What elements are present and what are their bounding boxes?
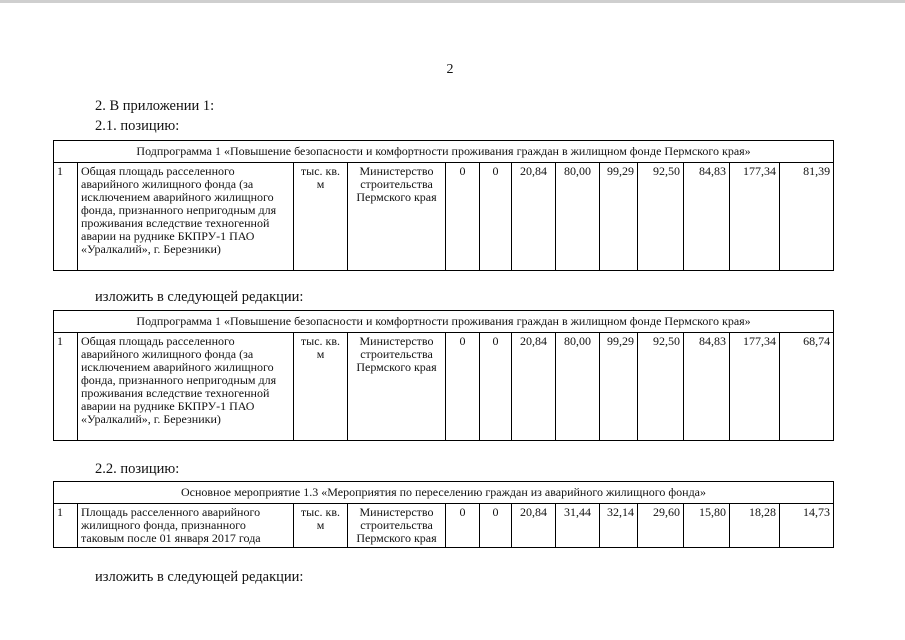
section-1-replace-label: изложить в следующей редакции: <box>95 289 304 305</box>
value-cell: 177,34 <box>730 333 780 441</box>
row-number: 1 <box>54 333 78 441</box>
table-1-new <box>53 310 834 441</box>
page-top-edge <box>0 0 905 3</box>
unit: тыс. кв. м <box>294 163 348 271</box>
intro-line: 2. В приложении 1: <box>95 98 215 114</box>
section-1-label: 2.1. позицию: <box>95 118 180 134</box>
value-cell: 0 <box>480 333 512 441</box>
table-title-row <box>54 141 834 163</box>
table-row <box>54 504 834 548</box>
table-1-old <box>53 140 834 271</box>
value-cell: 92,50 <box>638 163 684 271</box>
table-title-row <box>54 311 834 333</box>
value-cell: 20,84 <box>512 333 556 441</box>
value-cell: 29,60 <box>638 504 684 548</box>
table-title: Подпрограмма 1 «Повышение безопасности и комфортности проживания граждан в жилищном фонде Пермского края» <box>54 311 834 333</box>
value-cell: 92,50 <box>638 333 684 441</box>
value-cell: 84,83 <box>684 163 730 271</box>
value-cell: 80,00 <box>556 333 600 441</box>
value-cell: 0 <box>480 163 512 271</box>
indicator-name: Общая площадь расселенного аварийного жилищного фонда (за исключением аварийного жилищного фонда, признанного непригодным для проживания вследствие техногенной аварии на руднике БКПРУ-1 ПАО «Уралкалий», г. Березники) <box>78 333 294 441</box>
section-2-replace-label: изложить в следующей редакции: <box>95 569 304 585</box>
table-title: Основное мероприятие 1.3 «Мероприятия по переселению граждан из аварийного жилищного фонда» <box>54 482 834 504</box>
value-cell: 15,80 <box>684 504 730 548</box>
indicator-name: Площадь расселенного аварийного жилищного фонда, признанного таковым после 01 января 2017 года <box>78 504 294 548</box>
value-cell: 31,44 <box>556 504 600 548</box>
responsible: Министерство строительства Пермского края <box>348 333 446 441</box>
page-number: 2 <box>446 62 454 77</box>
value-cell: 81,39 <box>780 163 834 271</box>
value-cell: 0 <box>446 163 480 271</box>
value-cell: 0 <box>446 333 480 441</box>
value-cell: 84,83 <box>684 333 730 441</box>
value-cell: 20,84 <box>512 163 556 271</box>
unit: тыс. кв. м <box>294 333 348 441</box>
table-title: Подпрограмма 1 «Повышение безопасности и комфортности проживания граждан в жилищном фонде Пермского края» <box>54 141 834 163</box>
value-cell: 20,84 <box>512 504 556 548</box>
value-cell: 14,73 <box>780 504 834 548</box>
value-cell: 99,29 <box>600 163 638 271</box>
value-cell: 177,34 <box>730 163 780 271</box>
value-cell: 68,74 <box>780 333 834 441</box>
value-cell: 18,28 <box>730 504 780 548</box>
value-cell: 80,00 <box>556 163 600 271</box>
responsible: Министерство строительства Пермского края <box>348 163 446 271</box>
row-number: 1 <box>54 163 78 271</box>
value-cell: 0 <box>446 504 480 548</box>
table-2-old <box>53 481 834 548</box>
table-row <box>54 163 834 271</box>
row-number: 1 <box>54 504 78 548</box>
section-2-label: 2.2. позицию: <box>95 461 180 477</box>
value-cell: 99,29 <box>600 333 638 441</box>
table-title-row <box>54 482 834 504</box>
responsible: Министерство строительства Пермского края <box>348 504 446 548</box>
value-cell: 32,14 <box>600 504 638 548</box>
indicator-name: Общая площадь расселенного аварийного жилищного фонда (за исключением аварийного жилищного фонда, признанного непригодным для проживания вследствие техногенной аварии на руднике БКПРУ-1 ПАО «Уралкалий», г. Березники) <box>78 163 294 271</box>
value-cell: 0 <box>480 504 512 548</box>
table-row <box>54 333 834 441</box>
unit: тыс. кв. м <box>294 504 348 548</box>
